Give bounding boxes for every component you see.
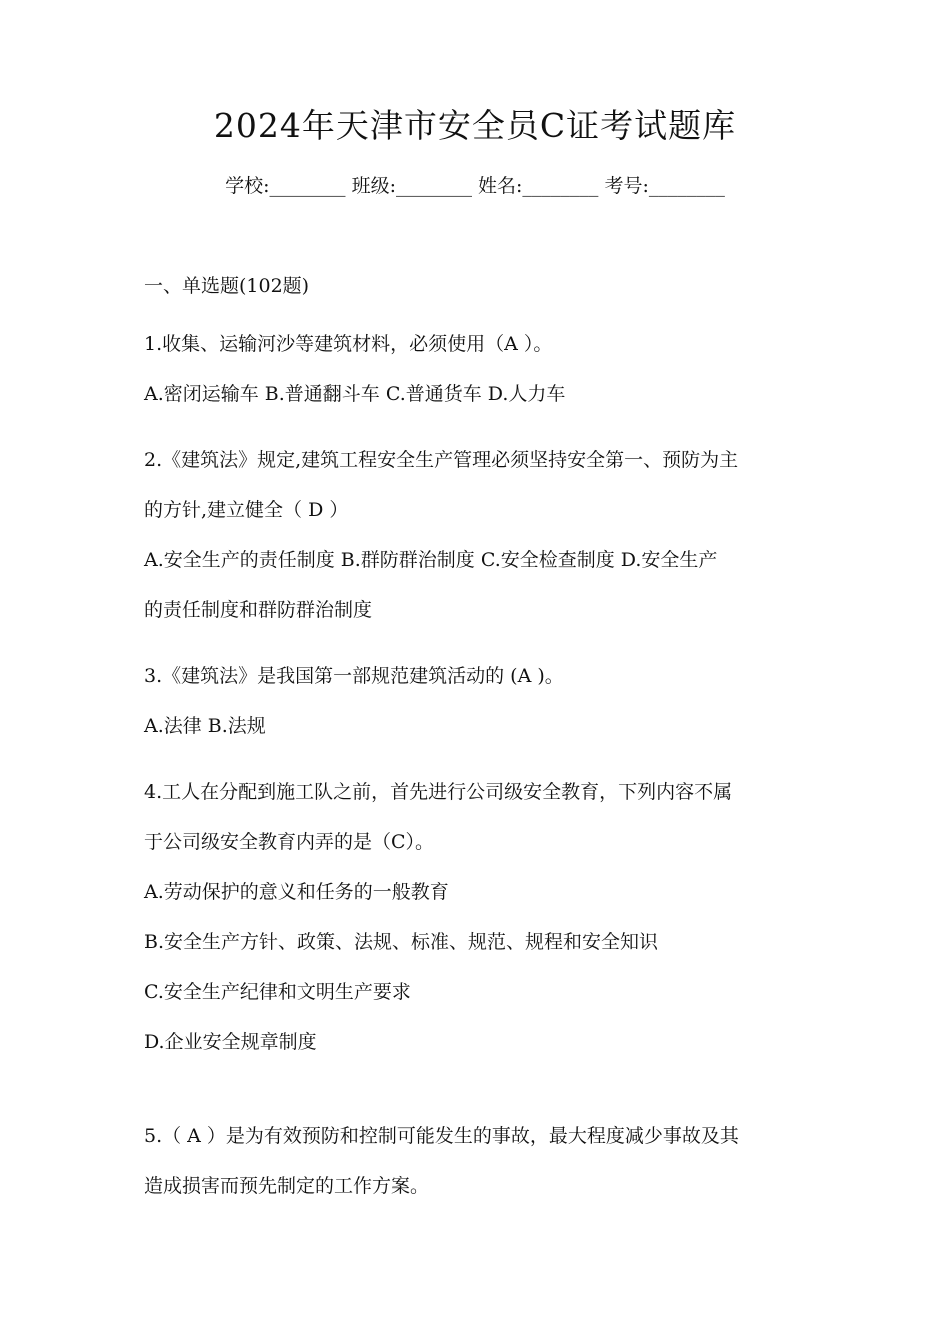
exam-content (144, 270, 816, 1211)
question-stem-line: 于公司级安全教育内弄的是（C）。 (144, 831, 435, 853)
question-1 (144, 319, 816, 419)
question-options: A.法律 B.法规 (144, 715, 266, 737)
question-stem: 3.《建筑法》是我国第一部规范建筑活动的 (A )。 (144, 665, 564, 687)
option-d: D.企业安全规章制度 (144, 1031, 317, 1053)
question-2 (144, 435, 816, 635)
question-4 (144, 767, 816, 1067)
question-3 (144, 651, 816, 751)
student-info-row (0, 172, 950, 200)
name-field: 姓名:________ (478, 175, 599, 197)
option-c: C.安全生产纪律和文明生产要求 (144, 981, 411, 1003)
section-heading: 一、单选题(102题) (144, 275, 310, 297)
question-stem-line: 4.工人在分配到施工队之前，首先进行公司级安全教育，下列内容不属 (144, 781, 733, 803)
question-options-line: A.安全生产的责任制度 B.群防群治制度 C.安全检查制度 D.安全生产 (144, 549, 718, 571)
question-stem-line: 2.《建筑法》规定,建筑工程安全生产管理必须坚持安全第一、预防为主 (144, 449, 739, 471)
page-title: 2024年天津市安全员C证考试题库 (213, 106, 737, 145)
question-stem-line: 造成损害而预先制定的工作方案。 (144, 1175, 430, 1197)
option-b: B.安全生产方针、政策、法规、标准、规范、规程和安全知识 (144, 931, 659, 953)
class-field: 班级:________ (351, 175, 472, 197)
question-5 (144, 1111, 816, 1211)
school-field: 学校:________ (225, 175, 346, 197)
question-stem-line: 5.（ A ）是为有效预防和控制可能发生的事故，最大程度减少事故及其 (144, 1125, 739, 1147)
option-a: A.劳动保护的意义和任务的一般教育 (144, 881, 449, 903)
question-options: A.密闭运输车 B.普通翻斗车 C.普通货车 D.人力车 (144, 383, 566, 405)
question-options-line: 的责任制度和群防群治制度 (144, 599, 373, 621)
question-stem-line: 的方针,建立健全（ D ） (144, 499, 349, 521)
exam-number-field: 考号:________ (604, 175, 725, 197)
question-stem: 1.收集、运输河沙等建筑材料，必须使用（A ）。 (144, 333, 553, 355)
